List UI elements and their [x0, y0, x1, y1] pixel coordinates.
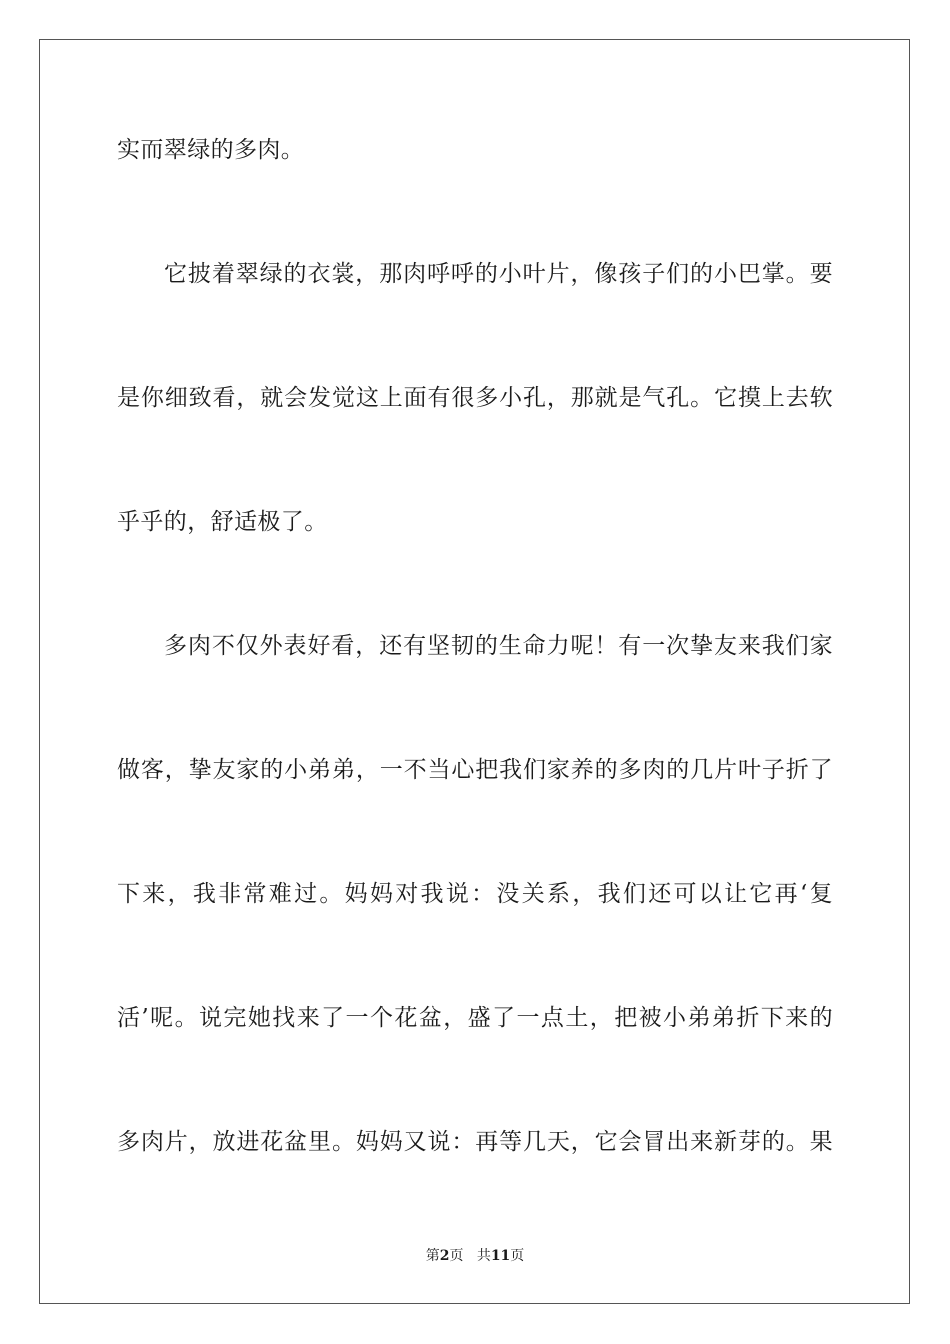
page-footer [0, 1246, 950, 1266]
body-line-2: 它披着翠绿的衣裳，那肉呼呼的小叶片，像孩子们的小巴掌。要 [164, 261, 833, 287]
footer-page-number: 2 [439, 1248, 450, 1264]
body-line-9: 多肉片，放进花盆里。妈妈又说：再等几天，它会冒出来新芽的。果 [117, 1129, 833, 1155]
body-line-5: 多肉不仅外表好看，还有坚韧的生命力呢！有一次挚友来我们家 [164, 633, 833, 659]
footer-total-pages: 11 [490, 1248, 511, 1264]
body-line-3: 是你细致看，就会发觉这上面有很多小孔，那就是气孔。它摸上去软 [117, 385, 833, 411]
page-frame [39, 39, 910, 1304]
body-line-8: 活’呢。说完她找来了一个花盆，盛了一点土，把被小弟弟折下来的 [117, 1005, 833, 1031]
body-line-4: 乎乎的，舒适极了。 [117, 509, 328, 535]
body-line-6: 做客，挚友家的小弟弟，一不当心把我们家养的多肉的几片叶子折了 [117, 757, 833, 783]
footer-total-prefix: 共 [476, 1248, 491, 1264]
footer-page-prefix: 第 [425, 1248, 440, 1264]
footer-page-suffix: 页 [449, 1248, 464, 1264]
body-line-7: 下来，我非常难过。妈妈对我说：没关系，我们还可以让它再‘复 [117, 881, 833, 907]
body-line-1: 实而翠绿的多肉。 [117, 137, 305, 163]
footer-total-suffix: 页 [510, 1248, 525, 1264]
